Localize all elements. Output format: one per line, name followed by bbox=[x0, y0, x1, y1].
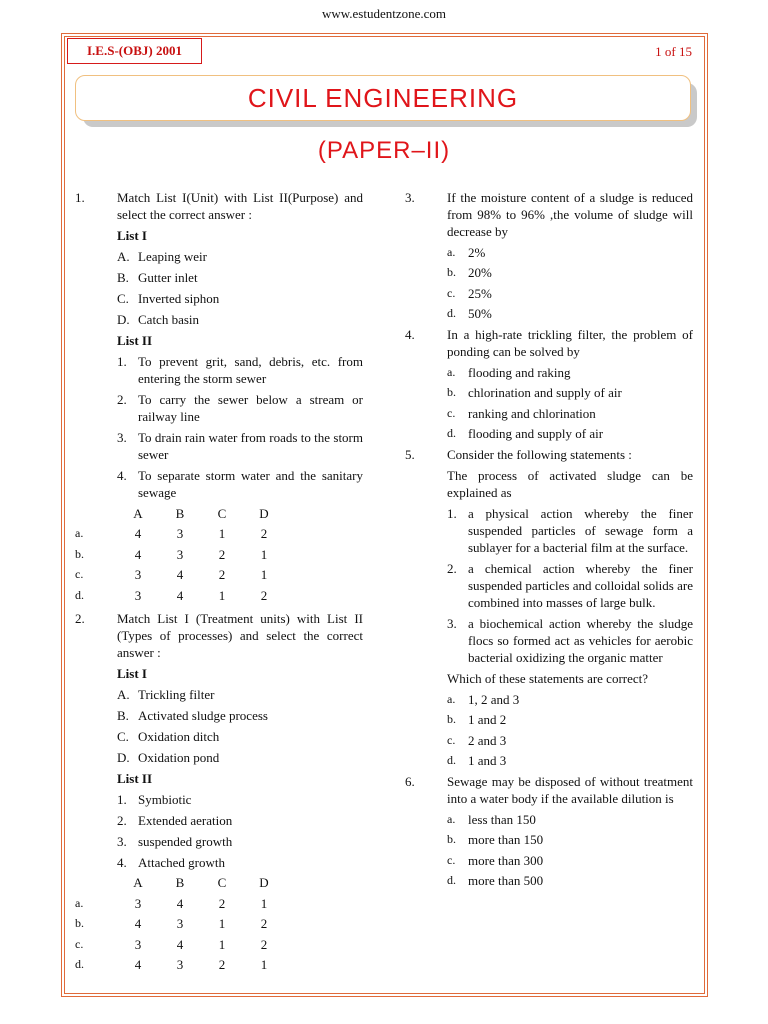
option: a. flooding and raking bbox=[447, 364, 571, 380]
list-item: 3. suspended growth bbox=[117, 833, 233, 849]
option: b. 20% bbox=[447, 265, 492, 280]
option: d. more than 500 bbox=[447, 873, 544, 888]
question-6 bbox=[405, 773, 693, 889]
list-item: D. Oxidation pond bbox=[117, 749, 220, 765]
page-number: 1 of 15 bbox=[655, 44, 692, 59]
question-2 bbox=[75, 610, 363, 976]
grid-row: d. 3 4 1 2 bbox=[75, 587, 268, 603]
list-item: C. Inverted siphon bbox=[117, 291, 220, 306]
list-item: 1. To prevent grit, sand, debris, etc. from entering the storm sewer bbox=[117, 354, 363, 386]
list-item: A. Trickling filter bbox=[117, 686, 215, 702]
list-item: 4. To separate storm water and the sanitary sewage bbox=[117, 468, 363, 500]
question-text: If the moisture content of a sludge is reduced from 98% to 96% ,the volume of sludge will decrease by bbox=[447, 190, 693, 239]
website-url: www.estudentzone.com bbox=[321, 6, 447, 21]
option: b. 1 and 2 bbox=[447, 712, 507, 727]
grid-row: c. 3 4 1 2 bbox=[75, 936, 268, 952]
list-item: C. Oxidation ditch bbox=[117, 728, 220, 744]
question-number: 6. bbox=[405, 774, 415, 789]
list-item: 3. To drain rain water from roads to the storm sewer bbox=[117, 430, 363, 462]
question-number: 5. bbox=[405, 447, 415, 462]
question-text: In a high-rate trickling filter, the problem of ponding can be solved by bbox=[447, 327, 693, 359]
grid-row: c. 3 4 2 1 bbox=[75, 567, 268, 583]
question-4 bbox=[405, 326, 693, 442]
option: d. 1 and 3 bbox=[447, 753, 507, 768]
option: b. more than 150 bbox=[447, 832, 544, 847]
list-2-heading: List II bbox=[117, 770, 153, 786]
grid-row: b. 4 3 2 1 bbox=[75, 546, 268, 562]
list-item: D. Catch basin bbox=[117, 312, 200, 327]
list-item: 2. To carry the sewer below a stream or railway line bbox=[117, 392, 363, 424]
left-column bbox=[75, 189, 363, 979]
option: c. 25% bbox=[447, 285, 492, 301]
list-1-heading: List I bbox=[117, 665, 147, 681]
question-number: 1. bbox=[75, 190, 85, 205]
paper-subtitle: (PAPER–II) bbox=[317, 137, 451, 164]
option: c. more than 300 bbox=[447, 852, 544, 868]
grid-header-row: A B C D bbox=[133, 505, 269, 521]
grid-header-row: A B C D bbox=[133, 875, 269, 891]
list-item: 2. Extended aeration bbox=[117, 812, 233, 828]
grid-row: b. 4 3 1 2 bbox=[75, 916, 268, 932]
answer-grid bbox=[75, 873, 285, 976]
option: c. 2 and 3 bbox=[447, 732, 507, 748]
list-1-heading: List I bbox=[117, 228, 147, 243]
option: c. ranking and chlorination bbox=[447, 405, 596, 421]
statement-item: 1. a physical action whereby the finer suspended particles of sewage form a sublayer for a bacterial film at the surface. bbox=[447, 506, 693, 555]
option: a. 2% bbox=[447, 244, 486, 260]
title-banner bbox=[75, 75, 691, 121]
question-number: 3. bbox=[405, 190, 415, 205]
list-item: A. Leaping weir bbox=[117, 249, 207, 264]
exam-badge: I.E.S-(OBJ) 2001 bbox=[67, 38, 202, 64]
question-text: Match List I(Unit) with List II(Purpose) and select the correct answer : bbox=[117, 190, 363, 222]
question-number: 2. bbox=[75, 610, 85, 626]
option: b. chlorination and supply of air bbox=[447, 385, 622, 400]
statement-item: 3. a biochemical action whereby the sludge flocs so formed act as vehicles for aerobic bacterial oxidizing the organic matter bbox=[447, 616, 693, 665]
list-item: B. Gutter inlet bbox=[117, 270, 198, 285]
question-text: Sewage may be disposed of without treatment into a water body if the available dilution is bbox=[447, 774, 693, 806]
option: d. flooding and supply of air bbox=[447, 426, 604, 441]
question-text: Consider the following statements : bbox=[447, 447, 632, 462]
statement-item: 2. a chemical action whereby the finer suspended particles and colloidal solids are combined into masses of large bulk. bbox=[447, 561, 693, 610]
grid-row: a. 3 4 2 1 bbox=[75, 895, 268, 911]
option: d. 50% bbox=[447, 306, 492, 321]
option: a. less than 150 bbox=[447, 811, 536, 827]
page-title: CIVIL ENGINEERING bbox=[247, 82, 519, 113]
question-text: Match List I (Treatment units) with List II (Types of processes) and select the correct answer : bbox=[117, 610, 363, 660]
question-3 bbox=[405, 189, 693, 322]
grid-row: d. 4 3 2 1 bbox=[75, 957, 268, 973]
right-column bbox=[405, 189, 693, 893]
list-item: B. Activated sludge process bbox=[117, 707, 268, 723]
question-5 bbox=[405, 446, 693, 769]
list-item: 4. Attached growth bbox=[117, 854, 226, 870]
list-item: 1. Symbiotic bbox=[117, 791, 192, 807]
question-intro: The process of activated sludge can be explained as bbox=[447, 468, 693, 500]
answer-grid bbox=[75, 503, 285, 606]
question-1 bbox=[75, 189, 363, 606]
grid-row: a. 4 3 1 2 bbox=[75, 526, 268, 542]
question-ask: Which of these statements are correct? bbox=[447, 671, 649, 686]
list-2-heading: List II bbox=[117, 333, 153, 348]
question-number: 4. bbox=[405, 327, 415, 342]
option: a. 1, 2 and 3 bbox=[447, 691, 520, 707]
